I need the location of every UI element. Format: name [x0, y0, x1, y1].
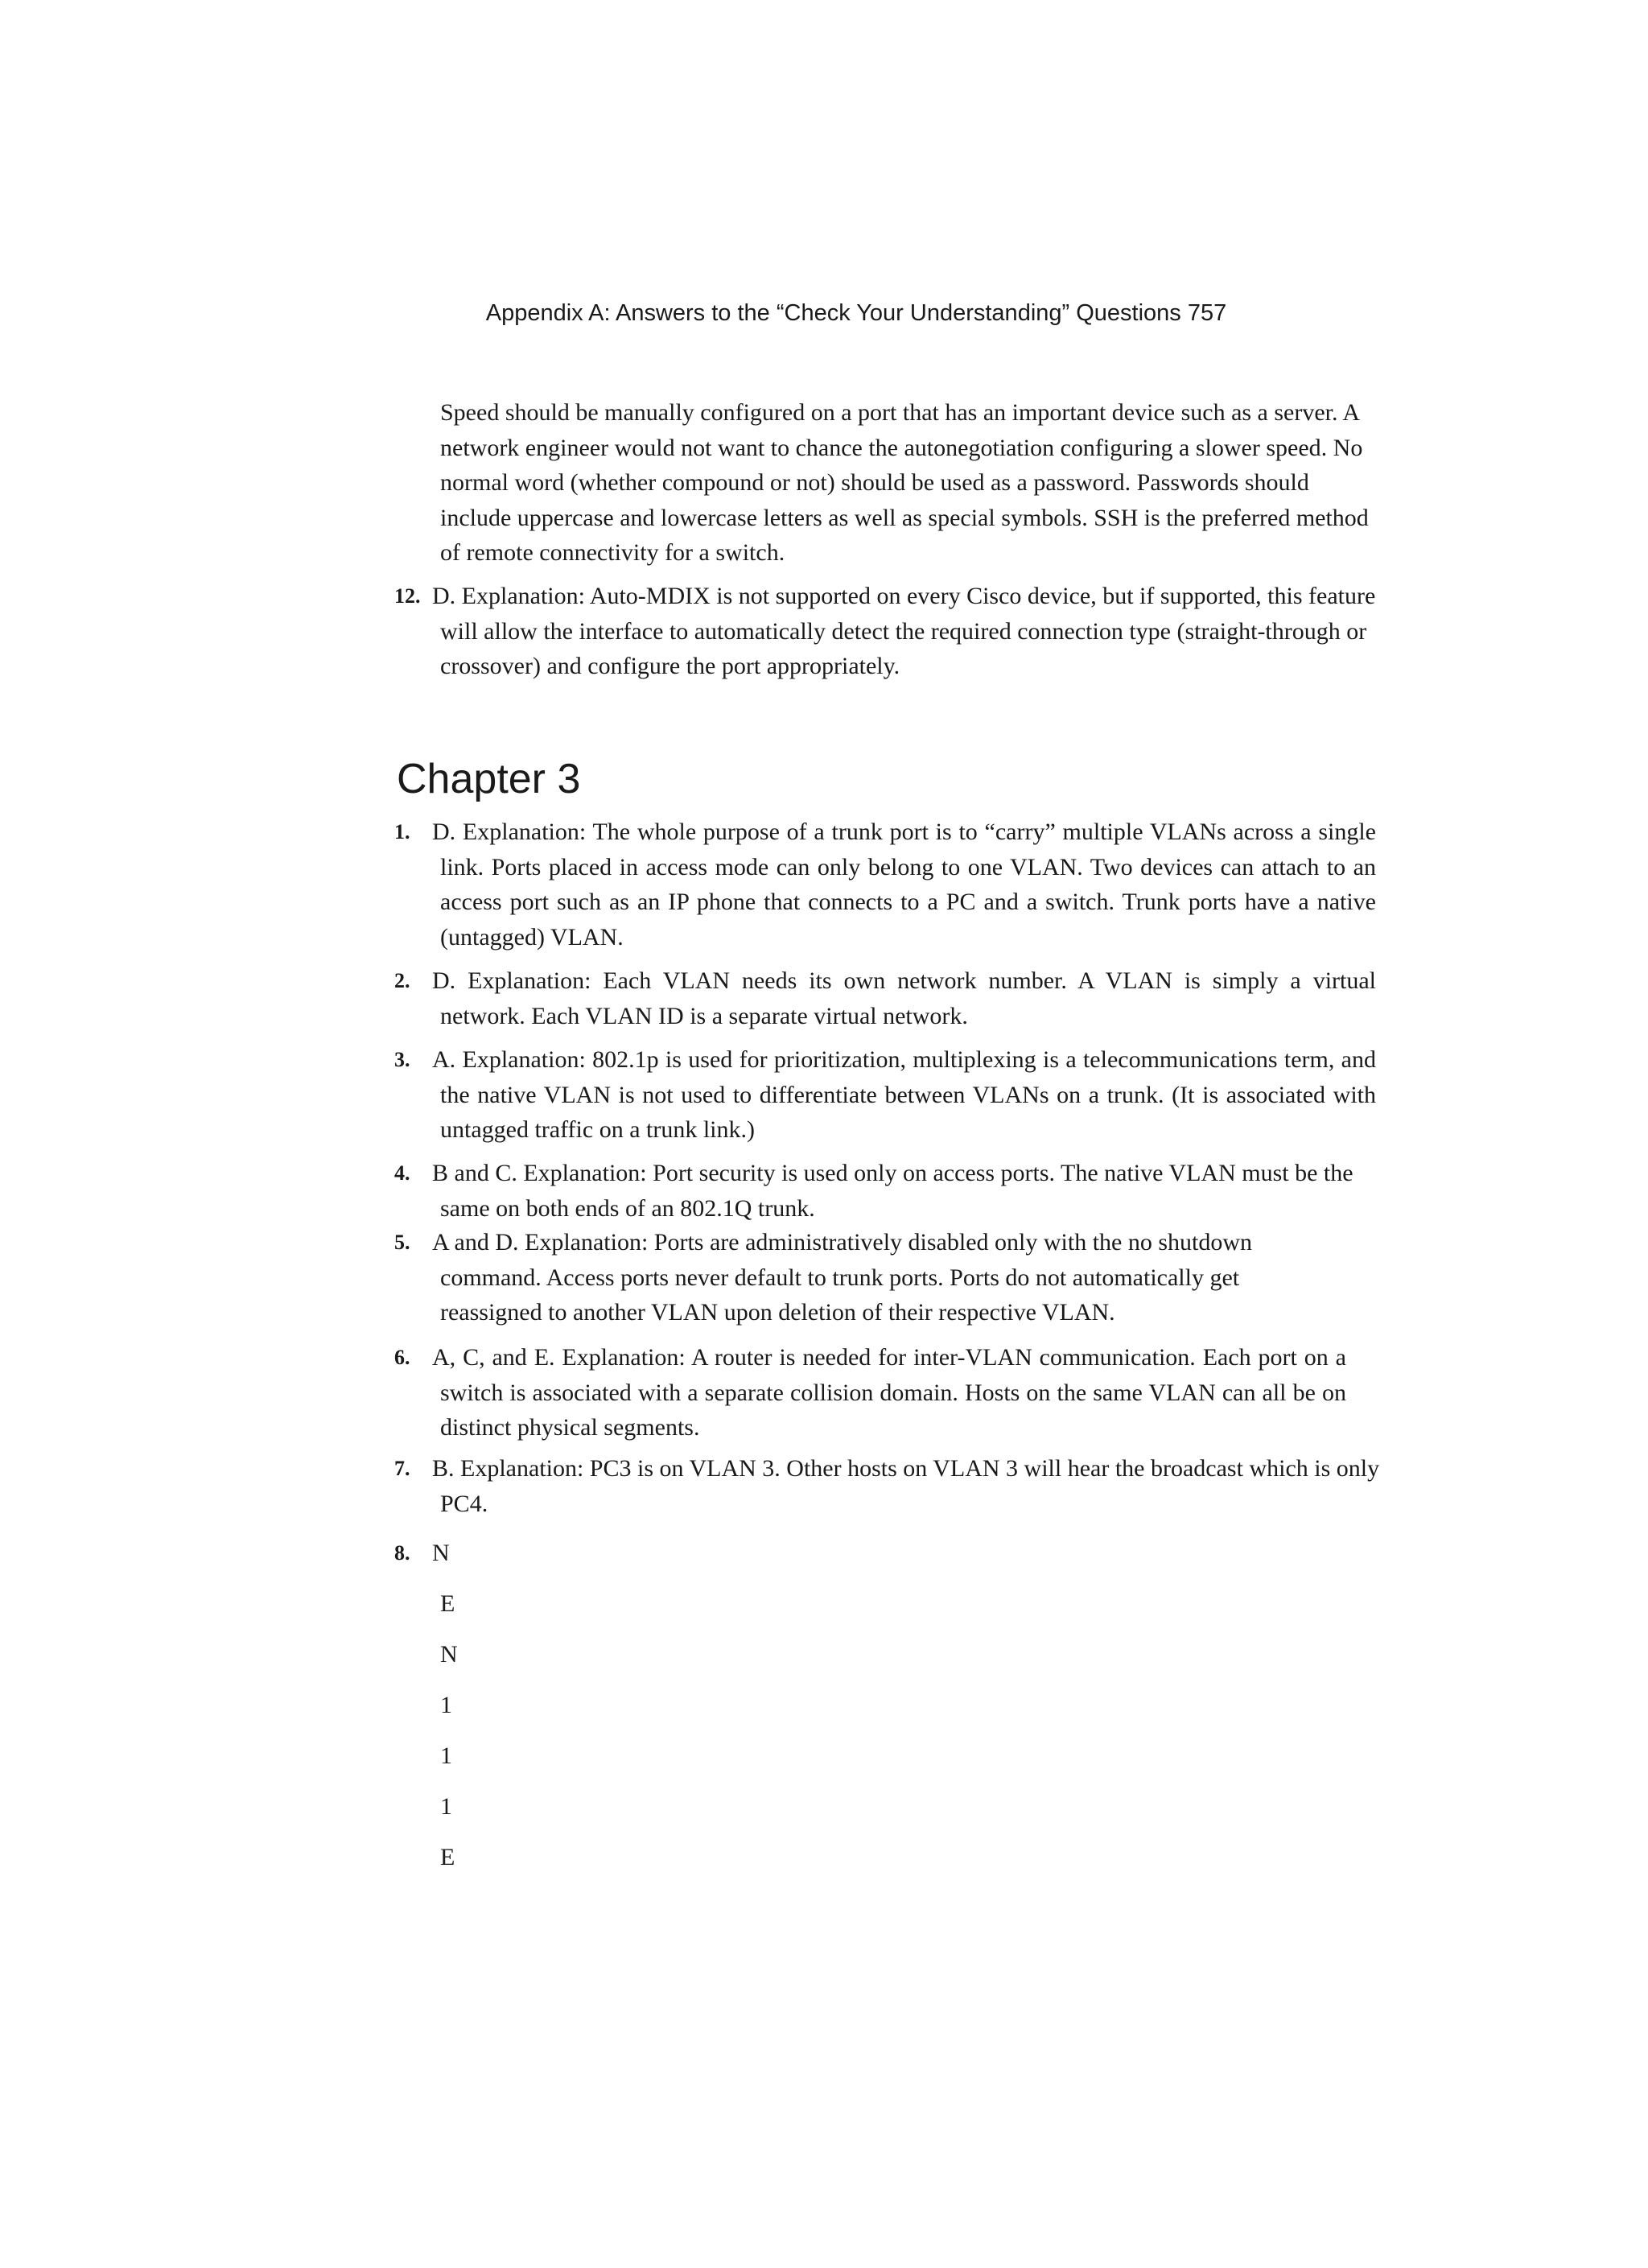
answer-item-3: [394, 1042, 1384, 1148]
matching-answer: E: [440, 1844, 455, 1870]
answer-item-6: [394, 1340, 1384, 1445]
answer-text: A. Explanation: 802.1p is used for prioritization, multiplexing is a telecommunications term, and the native VLAN is not used to differentiate between VLANs on a trunk. (It is associated with untagged traffic on a trunk link.): [432, 1046, 1376, 1143]
matching-answer: 1: [440, 1692, 452, 1718]
answer-item-7: [394, 1451, 1384, 1521]
answer-item-12: [394, 579, 1384, 684]
answer-item-5: [394, 1225, 1384, 1330]
answer-text: D. Explanation: The whole purpose of a trunk port is to “carry” multiple VLANs across a single link. Ports placed in access mode can only belong to one VLAN. Two devices can attach to an access port such as an IP phone that connects to a PC and a switch. Trunk ports have a native (untagged) VLAN.: [432, 819, 1376, 950]
answer-text: D. Explanation: Each VLAN needs its own network number. A VLAN is simply a virtual network. Each VLAN ID is a separate virtual network.: [432, 967, 1376, 1029]
answer-number: 7.: [394, 1457, 410, 1480]
answer-item-4: [394, 1156, 1384, 1226]
answer-item-2: [394, 963, 1384, 1033]
answer-number: 3.: [394, 1048, 410, 1071]
answer-text: B. Explanation: PC3 is on VLAN 3. Other hosts on VLAN 3 will hear the broadcast which is only PC4.: [432, 1455, 1380, 1517]
answer-text: N: [432, 1540, 450, 1566]
answer-item-8: [394, 1536, 1384, 1571]
answer-text: B and C. Explanation: Port security is used only on access ports. The native VLAN must be the same on both ends of an 802.1Q trunk.: [432, 1160, 1353, 1222]
answer-text: D. Explanation: Auto-MDIX is not supported on every Cisco device, but if supported, this feature will allow the interface to automatically detect the required connection type (straight-through or crossover) and configure the port appropriately.: [432, 583, 1376, 679]
answer-item-1: [394, 814, 1384, 955]
answer-text: A and D. Explanation: Ports are administratively disabled only with the no shutdown command. Access ports never default to trunk ports. Ports do not automatically get reassigned to another VLAN upon deletion of their respective VLAN.: [432, 1229, 1253, 1326]
chapter-heading: Chapter 3: [397, 756, 581, 802]
answer-text: A, C, and E. Explanation: A router is needed for inter-VLAN communication. Each port on a switch is associated with a separate collision domain. Hosts on the same VLAN can all be on distinct physical segments.: [432, 1344, 1346, 1441]
answer-number: 4.: [394, 1161, 410, 1185]
continuation-paragraph: Speed should be manually configured on a port that has an important device such as a server. A network engineer would not want to chance the autonegotiation configuring a slower speed. No normal word (whether compound or not) should be used as a password. Passwords should include uppercase and lowercase letters as well as special symbols. SSH is the preferred method of remote connectivity for a switch.: [440, 399, 1369, 566]
answer-number: 1.: [394, 820, 410, 843]
answer-number: 8.: [394, 1541, 410, 1565]
answer-number: 12.: [394, 584, 421, 608]
matching-answer: N: [440, 1641, 458, 1668]
matching-answer: 1: [440, 1742, 452, 1769]
answer-number: 6.: [394, 1346, 410, 1369]
matching-answer: 1: [440, 1793, 452, 1820]
running-header: Appendix A: Answers to the “Check Your Understanding” Questions 757: [485, 300, 1227, 326]
answer-number: 2.: [394, 969, 410, 992]
answer-number: 5.: [394, 1231, 410, 1254]
matching-answer: E: [440, 1590, 455, 1617]
